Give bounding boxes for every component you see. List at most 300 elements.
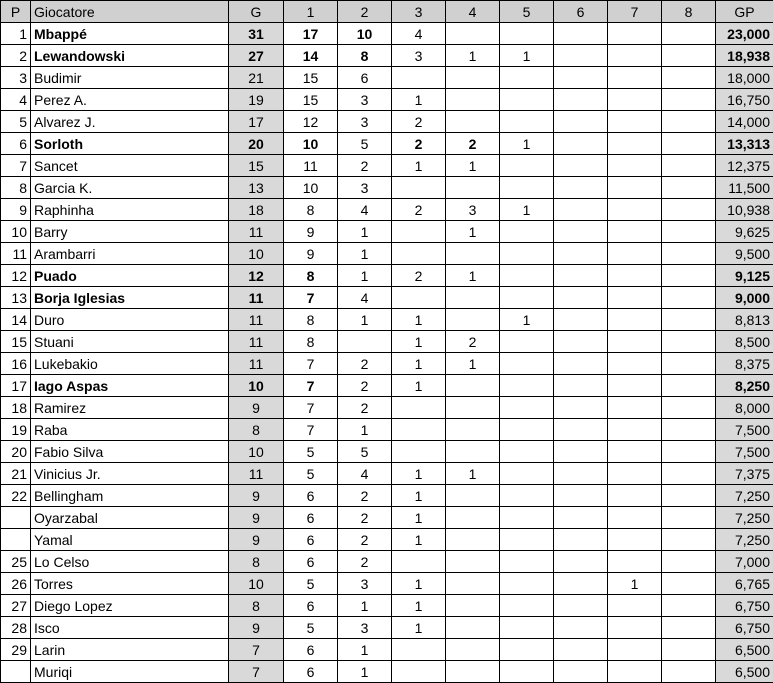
count-cell-3: [392, 639, 446, 661]
position-cell: 28: [1, 617, 31, 639]
gp-cell: 8,250: [716, 375, 773, 397]
count-cell-8: [662, 617, 716, 639]
count-cell-1: 15: [284, 89, 338, 111]
goals-cell: 11: [229, 463, 284, 485]
count-cell-7: [608, 133, 662, 155]
header-row: [1, 1, 773, 23]
gp-cell: 7,375: [716, 463, 773, 485]
gp-cell: 16,750: [716, 89, 773, 111]
count-cell-6: [554, 221, 608, 243]
gp-cell: 7,250: [716, 485, 773, 507]
table-body: [1, 23, 773, 683]
count-cell-5: [500, 661, 554, 683]
count-cell-2: 1: [338, 419, 392, 441]
count-cell-5: [500, 155, 554, 177]
count-cell-4: [446, 441, 500, 463]
count-cell-3: 1: [392, 353, 446, 375]
count-cell-8: [662, 133, 716, 155]
count-cell-6: [554, 67, 608, 89]
count-cell-8: [662, 595, 716, 617]
player-name-cell: Perez A.: [31, 89, 229, 111]
count-cell-1: 5: [284, 573, 338, 595]
position-cell: 15: [1, 331, 31, 353]
position-cell: 17: [1, 375, 31, 397]
gp-cell: 14,000: [716, 111, 773, 133]
count-cell-8: [662, 265, 716, 287]
count-cell-6: [554, 639, 608, 661]
count-cell-8: [662, 23, 716, 45]
position-cell: 13: [1, 287, 31, 309]
count-cell-7: [608, 507, 662, 529]
count-cell-8: [662, 199, 716, 221]
count-cell-1: 6: [284, 485, 338, 507]
count-cell-2: 2: [338, 529, 392, 551]
table-row: [1, 221, 773, 243]
count-cell-3: [392, 221, 446, 243]
count-cell-4: 1: [446, 221, 500, 243]
count-cell-6: [554, 485, 608, 507]
count-cell-1: 5: [284, 441, 338, 463]
position-cell: 10: [1, 221, 31, 243]
count-cell-2: 3: [338, 573, 392, 595]
table-row: [1, 111, 773, 133]
count-cell-5: [500, 67, 554, 89]
table-row: [1, 551, 773, 573]
count-cell-6: [554, 529, 608, 551]
count-cell-2: 10: [338, 23, 392, 45]
count-cell-7: [608, 287, 662, 309]
position-cell: 3: [1, 67, 31, 89]
count-cell-7: [608, 617, 662, 639]
count-cell-2: 2: [338, 353, 392, 375]
gp-cell: 6,500: [716, 661, 773, 683]
count-cell-1: 8: [284, 309, 338, 331]
goals-cell: 7: [229, 661, 284, 683]
count-cell-6: [554, 155, 608, 177]
count-cell-4: [446, 529, 500, 551]
table-row: [1, 89, 773, 111]
table-row: [1, 507, 773, 529]
count-cell-6: [554, 265, 608, 287]
goals-cell: 8: [229, 595, 284, 617]
gp-cell: 10,938: [716, 199, 773, 221]
gp-cell: 18,000: [716, 67, 773, 89]
count-cell-2: 4: [338, 287, 392, 309]
count-cell-2: [338, 331, 392, 353]
count-cell-8: [662, 353, 716, 375]
position-cell: [1, 661, 31, 683]
count-cell-3: [392, 397, 446, 419]
count-cell-7: [608, 23, 662, 45]
count-cell-2: 3: [338, 111, 392, 133]
header-col-7: 7: [608, 1, 662, 23]
count-cell-7: [608, 353, 662, 375]
player-name-cell: Oyarzabal: [31, 507, 229, 529]
count-cell-3: 1: [392, 595, 446, 617]
table-row: [1, 595, 773, 617]
goals-cell: 8: [229, 551, 284, 573]
count-cell-4: [446, 639, 500, 661]
position-cell: 25: [1, 551, 31, 573]
count-cell-5: [500, 441, 554, 463]
count-cell-1: 6: [284, 551, 338, 573]
count-cell-4: 1: [446, 265, 500, 287]
player-name-cell: Fabio Silva: [31, 441, 229, 463]
gp-cell: 9,500: [716, 243, 773, 265]
count-cell-6: [554, 463, 608, 485]
count-cell-8: [662, 89, 716, 111]
table-row: [1, 133, 773, 155]
player-name-cell: Arambarri: [31, 243, 229, 265]
count-cell-7: [608, 243, 662, 265]
count-cell-6: [554, 419, 608, 441]
count-cell-4: 1: [446, 155, 500, 177]
count-cell-2: 6: [338, 67, 392, 89]
count-cell-5: 1: [500, 199, 554, 221]
count-cell-2: 1: [338, 639, 392, 661]
count-cell-1: 5: [284, 463, 338, 485]
count-cell-8: [662, 551, 716, 573]
count-cell-6: [554, 199, 608, 221]
goals-cell: 10: [229, 573, 284, 595]
count-cell-5: [500, 243, 554, 265]
count-cell-8: [662, 375, 716, 397]
count-cell-1: 8: [284, 265, 338, 287]
count-cell-7: [608, 265, 662, 287]
table-row: [1, 661, 773, 683]
count-cell-5: [500, 177, 554, 199]
count-cell-7: [608, 463, 662, 485]
position-cell: 1: [1, 23, 31, 45]
count-cell-2: 5: [338, 133, 392, 155]
count-cell-4: [446, 507, 500, 529]
count-cell-2: 4: [338, 199, 392, 221]
position-cell: [1, 529, 31, 551]
count-cell-2: 2: [338, 485, 392, 507]
count-cell-3: 2: [392, 111, 446, 133]
gp-cell: 7,250: [716, 507, 773, 529]
count-cell-8: [662, 639, 716, 661]
header-goals: G: [229, 1, 284, 23]
count-cell-3: 1: [392, 463, 446, 485]
count-cell-6: [554, 353, 608, 375]
table-row: [1, 375, 773, 397]
table-row: [1, 397, 773, 419]
count-cell-1: 10: [284, 177, 338, 199]
goals-cell: 9: [229, 617, 284, 639]
count-cell-7: [608, 661, 662, 683]
count-cell-8: [662, 441, 716, 463]
count-cell-2: 2: [338, 397, 392, 419]
count-cell-6: [554, 375, 608, 397]
player-name-cell: Muriqi: [31, 661, 229, 683]
table-row: [1, 199, 773, 221]
goals-cell: 10: [229, 441, 284, 463]
goals-cell: 17: [229, 111, 284, 133]
count-cell-5: [500, 551, 554, 573]
position-cell: 26: [1, 573, 31, 595]
count-cell-8: [662, 243, 716, 265]
count-cell-3: 2: [392, 265, 446, 287]
table-row: [1, 639, 773, 661]
count-cell-4: [446, 595, 500, 617]
count-cell-5: [500, 419, 554, 441]
goals-cell: 11: [229, 331, 284, 353]
goals-cell: 12: [229, 265, 284, 287]
count-cell-3: 1: [392, 485, 446, 507]
table-row: [1, 23, 773, 45]
header-col-4: 4: [446, 1, 500, 23]
player-name-cell: Budimir: [31, 67, 229, 89]
table-row: [1, 45, 773, 67]
table-row: [1, 177, 773, 199]
count-cell-1: 9: [284, 243, 338, 265]
count-cell-3: 1: [392, 331, 446, 353]
gp-cell: 7,500: [716, 419, 773, 441]
count-cell-3: [392, 551, 446, 573]
count-cell-2: 1: [338, 243, 392, 265]
player-name-cell: Raphinha: [31, 199, 229, 221]
count-cell-3: 1: [392, 617, 446, 639]
count-cell-1: 9: [284, 221, 338, 243]
count-cell-5: [500, 89, 554, 111]
count-cell-3: 2: [392, 133, 446, 155]
count-cell-7: [608, 551, 662, 573]
gp-cell: 8,000: [716, 397, 773, 419]
count-cell-1: 14: [284, 45, 338, 67]
goals-cell: 10: [229, 243, 284, 265]
count-cell-1: 5: [284, 617, 338, 639]
gp-cell: 18,938: [716, 45, 773, 67]
goals-cell: 21: [229, 67, 284, 89]
count-cell-1: 6: [284, 595, 338, 617]
position-cell: 20: [1, 441, 31, 463]
count-cell-8: [662, 485, 716, 507]
position-cell: 12: [1, 265, 31, 287]
gp-cell: 12,375: [716, 155, 773, 177]
count-cell-1: 15: [284, 67, 338, 89]
table-row: [1, 573, 773, 595]
goals-cell: 9: [229, 507, 284, 529]
gp-cell: 6,500: [716, 639, 773, 661]
count-cell-8: [662, 463, 716, 485]
count-cell-4: 1: [446, 45, 500, 67]
count-cell-1: 7: [284, 397, 338, 419]
player-name-cell: Ramirez: [31, 397, 229, 419]
position-cell: 7: [1, 155, 31, 177]
goals-cell: 15: [229, 155, 284, 177]
count-cell-8: [662, 419, 716, 441]
count-cell-8: [662, 507, 716, 529]
count-cell-5: [500, 617, 554, 639]
count-cell-7: [608, 309, 662, 331]
table-row: [1, 155, 773, 177]
player-name-cell: Raba: [31, 419, 229, 441]
count-cell-4: [446, 243, 500, 265]
count-cell-1: 7: [284, 353, 338, 375]
count-cell-5: [500, 221, 554, 243]
player-name-cell: Stuani: [31, 331, 229, 353]
table-row: [1, 287, 773, 309]
player-name-cell: Bellingham: [31, 485, 229, 507]
count-cell-5: [500, 331, 554, 353]
count-cell-4: 1: [446, 463, 500, 485]
count-cell-1: 8: [284, 199, 338, 221]
count-cell-1: 7: [284, 287, 338, 309]
header-col-1: 1: [284, 1, 338, 23]
table-row: [1, 309, 773, 331]
count-cell-4: [446, 111, 500, 133]
count-cell-3: [392, 661, 446, 683]
count-cell-5: [500, 23, 554, 45]
player-name-cell: Sorloth: [31, 133, 229, 155]
goals-cell: 19: [229, 89, 284, 111]
count-cell-7: [608, 177, 662, 199]
count-cell-3: [392, 419, 446, 441]
count-cell-1: 11: [284, 155, 338, 177]
goals-cell: 7: [229, 639, 284, 661]
count-cell-6: [554, 573, 608, 595]
header-gp: GP: [716, 1, 773, 23]
count-cell-7: [608, 419, 662, 441]
table-row: [1, 463, 773, 485]
count-cell-2: 1: [338, 309, 392, 331]
goals-cell: 11: [229, 221, 284, 243]
count-cell-2: 1: [338, 265, 392, 287]
count-cell-5: [500, 485, 554, 507]
goals-cell: 9: [229, 485, 284, 507]
position-cell: 4: [1, 89, 31, 111]
count-cell-6: [554, 617, 608, 639]
player-name-cell: Iago Aspas: [31, 375, 229, 397]
count-cell-4: [446, 23, 500, 45]
count-cell-1: 12: [284, 111, 338, 133]
count-cell-7: 1: [608, 573, 662, 595]
goals-cell: 8: [229, 419, 284, 441]
count-cell-4: [446, 67, 500, 89]
count-cell-8: [662, 287, 716, 309]
count-cell-6: [554, 111, 608, 133]
header-player: Giocatore: [31, 1, 229, 23]
count-cell-7: [608, 331, 662, 353]
table-row: [1, 419, 773, 441]
player-name-cell: Mbappé: [31, 23, 229, 45]
count-cell-5: [500, 507, 554, 529]
gp-cell: 11,500: [716, 177, 773, 199]
count-cell-1: 7: [284, 375, 338, 397]
table-row: [1, 353, 773, 375]
count-cell-6: [554, 595, 608, 617]
count-cell-3: 1: [392, 507, 446, 529]
position-cell: 22: [1, 485, 31, 507]
count-cell-4: [446, 177, 500, 199]
player-name-cell: Lo Celso: [31, 551, 229, 573]
count-cell-3: 1: [392, 375, 446, 397]
count-cell-7: [608, 89, 662, 111]
count-cell-2: 5: [338, 441, 392, 463]
count-cell-7: [608, 199, 662, 221]
count-cell-8: [662, 45, 716, 67]
count-cell-1: 6: [284, 661, 338, 683]
goals-cell: 27: [229, 45, 284, 67]
count-cell-5: 1: [500, 45, 554, 67]
count-cell-5: 1: [500, 133, 554, 155]
count-cell-3: 1: [392, 573, 446, 595]
player-name-cell: Duro: [31, 309, 229, 331]
count-cell-6: [554, 441, 608, 463]
count-cell-6: [554, 287, 608, 309]
player-name-cell: Sancet: [31, 155, 229, 177]
goals-cell: 20: [229, 133, 284, 155]
count-cell-3: 4: [392, 23, 446, 45]
count-cell-3: [392, 287, 446, 309]
gp-cell: 7,250: [716, 529, 773, 551]
count-cell-1: 6: [284, 639, 338, 661]
position-cell: 19: [1, 419, 31, 441]
goals-cell: 11: [229, 287, 284, 309]
count-cell-2: 3: [338, 177, 392, 199]
position-cell: 16: [1, 353, 31, 375]
count-cell-4: 2: [446, 133, 500, 155]
header-col-2: 2: [338, 1, 392, 23]
gp-cell: 6,750: [716, 595, 773, 617]
position-cell: 11: [1, 243, 31, 265]
count-cell-8: [662, 309, 716, 331]
header-col-5: 5: [500, 1, 554, 23]
count-cell-7: [608, 595, 662, 617]
count-cell-1: 7: [284, 419, 338, 441]
count-cell-5: [500, 111, 554, 133]
count-cell-3: [392, 67, 446, 89]
player-name-cell: Larin: [31, 639, 229, 661]
count-cell-2: 3: [338, 617, 392, 639]
count-cell-3: [392, 243, 446, 265]
count-cell-7: [608, 485, 662, 507]
goals-cell: 11: [229, 353, 284, 375]
count-cell-7: [608, 397, 662, 419]
count-cell-7: [608, 111, 662, 133]
count-cell-3: 3: [392, 45, 446, 67]
count-cell-7: [608, 441, 662, 463]
count-cell-4: [446, 419, 500, 441]
table-row: [1, 67, 773, 89]
count-cell-3: [392, 177, 446, 199]
position-cell: 14: [1, 309, 31, 331]
count-cell-6: [554, 507, 608, 529]
count-cell-1: 17: [284, 23, 338, 45]
player-name-cell: Torres: [31, 573, 229, 595]
goals-cell: 9: [229, 397, 284, 419]
count-cell-2: 2: [338, 375, 392, 397]
count-cell-3: 1: [392, 155, 446, 177]
position-cell: 21: [1, 463, 31, 485]
count-cell-5: [500, 375, 554, 397]
goals-cell: 13: [229, 177, 284, 199]
count-cell-2: 1: [338, 661, 392, 683]
count-cell-4: 3: [446, 199, 500, 221]
count-cell-7: [608, 45, 662, 67]
count-cell-5: [500, 463, 554, 485]
player-name-cell: Borja Iglesias: [31, 287, 229, 309]
count-cell-6: [554, 331, 608, 353]
player-name-cell: Vinicius Jr.: [31, 463, 229, 485]
count-cell-8: [662, 221, 716, 243]
count-cell-2: 2: [338, 551, 392, 573]
count-cell-5: [500, 573, 554, 595]
gp-cell: 23,000: [716, 23, 773, 45]
count-cell-5: 1: [500, 309, 554, 331]
count-cell-8: [662, 573, 716, 595]
